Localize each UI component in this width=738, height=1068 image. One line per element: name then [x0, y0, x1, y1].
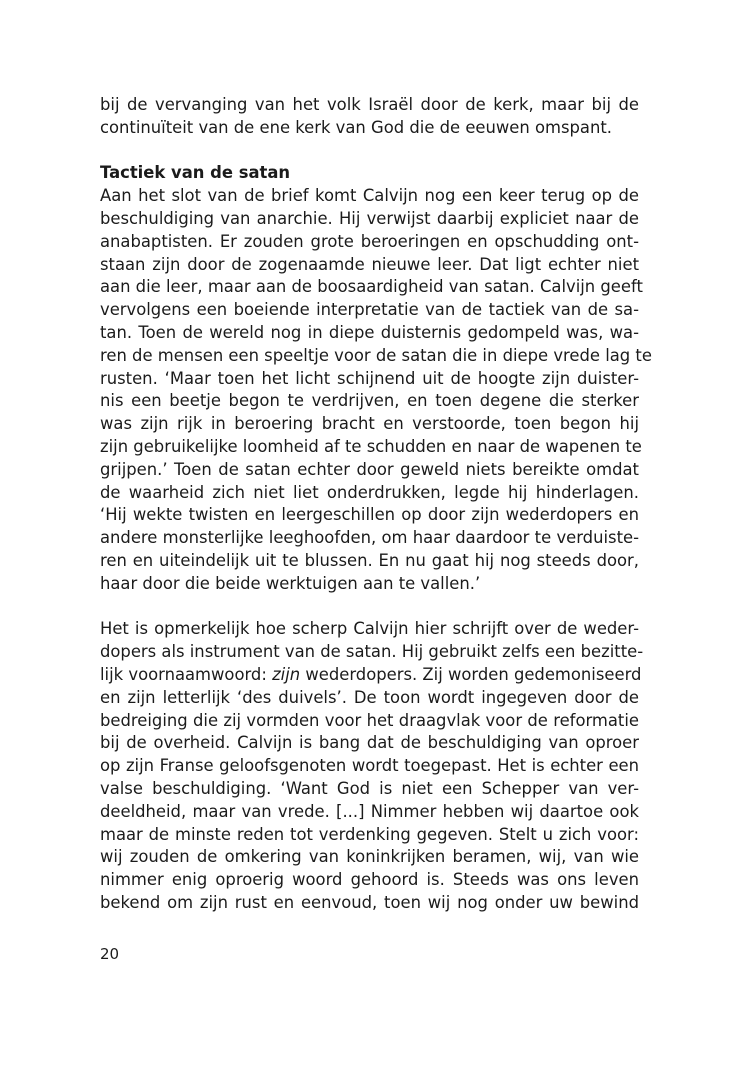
- page-body: [100, 94, 652, 915]
- section-heading: Tactiek van de satan: [100, 163, 291, 183]
- text-line: ren en uiteindelijk uit te blussen. En nu gaat hij nog steeds door,: [100, 550, 639, 570]
- text-line: Het is opmerkelijk hoe scherp Calvijn hier schrijft over de weder-: [100, 619, 639, 639]
- text-segment: wederdopers. Zij worden gedemoniseerd: [300, 664, 642, 684]
- text-line: grijpen.’ Toen de satan echter door geweld niets bereikte omdat: [100, 459, 639, 479]
- text-line: continuïteit van de ene kerk van God die de eeuwen omspant.: [100, 117, 612, 137]
- intro-paragraph: [100, 94, 639, 140]
- text-line: rusten. ‘Maar toen het licht schijnend uit de hoogte zijn duister-: [100, 368, 639, 388]
- text-line: de waarheid zich niet liet onderdrukken, legde hij hinderlagen.: [100, 482, 639, 502]
- text-line: haar door die beide werktuigen aan te vallen.’: [100, 573, 481, 593]
- emphasized-word: zijn: [272, 664, 301, 684]
- paragraph: [100, 618, 644, 914]
- text-line: ‘Hij wekte twisten en leergeschillen op door zijn wederdopers en: [100, 505, 639, 525]
- text-line: vervolgens een boeiende interpretatie van de tactiek van de sa-: [100, 300, 639, 320]
- text-line: staan zijn door de zogenaamde nieuwe leer. Dat ligt echter niet: [100, 254, 639, 274]
- text-line: aan die leer, maar aan de boosaardigheid van satan. Calvijn geeft: [100, 277, 643, 297]
- paragraph-gap: [100, 596, 639, 619]
- text-line: beschuldiging van anarchie. Hij verwijst daarbij expliciet naar de: [100, 208, 639, 228]
- text-line: wij zouden de omkering van koninkrijken beramen, wij, van wie: [100, 847, 639, 867]
- text-line: zijn gebruikelijke loomheid af te schudden en naar de wapenen te: [100, 436, 642, 456]
- page-number: 20: [100, 945, 120, 963]
- text-line: nis een beetje begon te verdrijven, en toen degene die sterker: [100, 391, 639, 411]
- text-line: bij de vervanging van het volk Israël door de kerk, maar bij de: [100, 95, 639, 114]
- text-line: op zijn Franse geloofsgenoten wordt toegepast. Het is echter een: [100, 756, 639, 776]
- text-line: nimmer enig oproerig woord gehoord is. Steeds was ons leven: [100, 870, 639, 890]
- text-line: Aan het slot van de brief komt Calvijn nog een keer terug op de: [100, 186, 639, 206]
- text-line: andere monsterlijke leeghoofden, om haar daardoor te verduiste-: [100, 528, 639, 548]
- text-line: bedreiging die zij vormden voor het draagvlak voor de reformatie: [100, 710, 639, 730]
- text-line: bekend om zijn rust en eenvoud, toen wij nog onder uw bewind: [100, 892, 639, 912]
- text-line: deeldheid, maar van vrede. [...] Nimmer hebben wij daartoe ook: [100, 801, 639, 821]
- text-line: bij de overheid. Calvijn is bang dat de beschuldiging van oproer: [100, 733, 639, 753]
- paragraph-gap: [100, 140, 639, 163]
- text-line: was zijn rijk in beroering bracht en verstoorde, toen begon hij: [100, 414, 639, 434]
- text-line: [100, 664, 642, 687]
- text-line: en zijn letterlijk ‘des duivels’. De toon wordt ingegeven door de: [100, 687, 639, 707]
- text-line: maar de minste reden tot verdenking gegeven. Stelt u zich voor:: [100, 824, 639, 844]
- text-segment: lijk voornaamwoord:: [100, 664, 273, 684]
- text-line: dopers als instrument van de satan. Hij gebruikt zelfs een bezitte-: [100, 642, 644, 662]
- paragraph: [100, 185, 652, 595]
- text-line: ren de mensen een speeltje voor de satan die in diepe vrede lag te: [100, 345, 652, 365]
- text-line: tan. Toen de wereld nog in diepe duisternis gedompeld was, wa-: [100, 322, 639, 342]
- text-line: anabaptisten. Er zouden grote beroeringen en opschudding ont-: [100, 231, 639, 251]
- text-line: valse beschuldiging. ‘Want God is niet een Schepper van ver-: [100, 778, 639, 798]
